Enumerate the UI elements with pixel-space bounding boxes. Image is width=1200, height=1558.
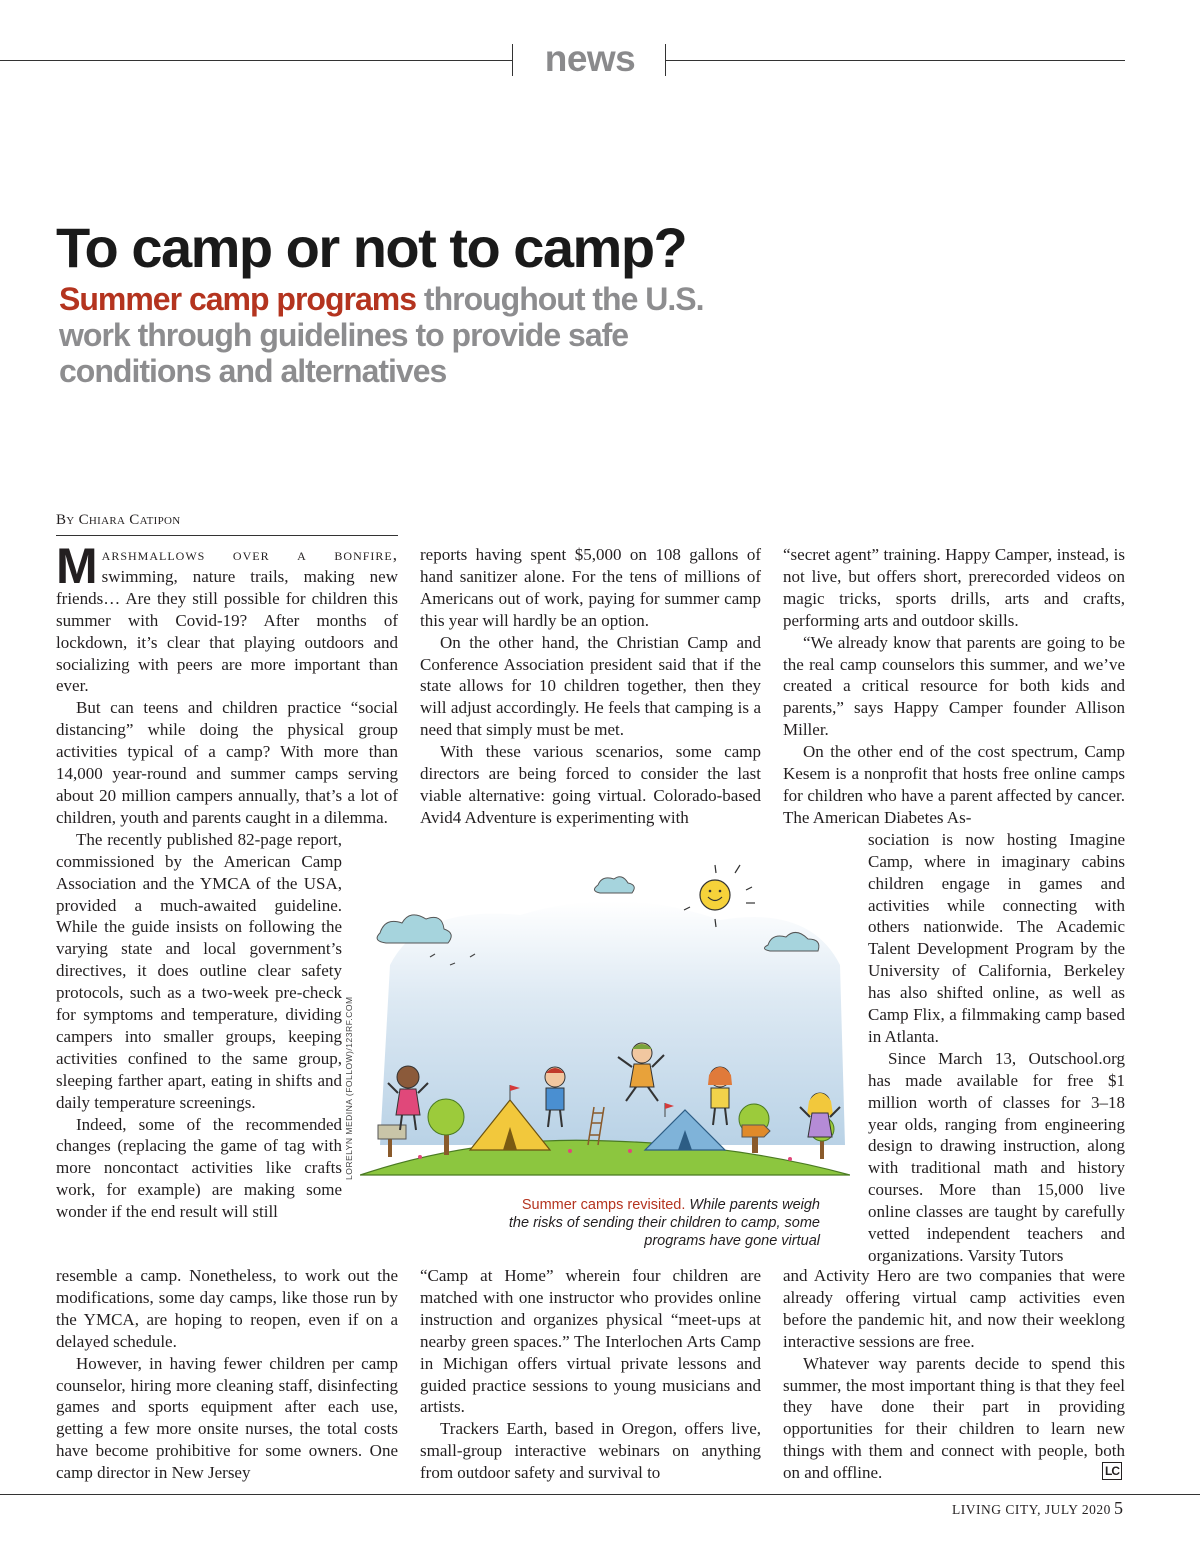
header-rule-right <box>665 60 1125 61</box>
column-3-lower <box>783 1265 1125 1484</box>
column-2-lower <box>420 1265 761 1484</box>
figure-caption <box>505 1196 820 1250</box>
byline-rule <box>56 535 398 536</box>
col2-paragraph-3: With these various scenarios, some camp directors are being forced to consider the last viable alternative: going virtual. Colorado-based Avid4 Adventure is experimenting with <box>420 742 761 827</box>
col3-paragraph-2: “We already know that parents are going to be the real camp counselors this summer, and we’ve created a critical resource for both kids and parents,” says Happy Camper founder Allison Miller. <box>783 632 1125 740</box>
col1-paragraph-5: However, in having fewer children per camp counselor, hiring more cleaning staff, disinfecting games and sports equipment after each use, getting a few more onsite nurses, the total costs have become prohibitive for some owners. One camp director in New Jersey <box>56 1353 398 1483</box>
col1-p1-text: swimming, nature trails, making new friends… Are they still possible for children this summer with Covid-19? After months of lockdown, it’s clear that playing outdoors and socializing with peers are more important than ever. <box>56 566 398 696</box>
lead-in: arshmallows over a bonfire, <box>101 545 398 564</box>
byline: By Chiara Catipon <box>56 512 181 528</box>
camp-illustration <box>360 845 850 1190</box>
column-1-lower <box>56 1265 398 1484</box>
col2-paragraph-4: “Camp at Home” wherein four children are matched with one instructor who provides online instruction and organizes physical “meet-ups at nearby green spaces.” The Interlochen Arts Camp in Michigan offers virtual private lessons and guided practice sessions to young musicians and artists. <box>420 1266 761 1417</box>
col1-narrow-block <box>56 829 342 1223</box>
deck-rest: throughout the U.S. work through guidelines to provide safe conditions and alternatives <box>59 281 704 389</box>
drop-cap: M <box>56 538 98 594</box>
end-mark-logo: LC <box>1102 1462 1122 1480</box>
caption-lead: Summer camps revisited. <box>521 1197 686 1213</box>
grass-hill <box>360 1140 850 1175</box>
page-number: 5 <box>1114 1498 1123 1518</box>
col2-paragraph-2: On the other hand, the Christian Camp and Conference Association president said that if the state allows for 10 children together, then they will adjust accordingly. He feels that camping is a need that simply must be met. <box>420 632 761 740</box>
header-tick-left <box>512 44 513 76</box>
col2-paragraph-5: Trackers Earth, based in Oregon, offers live, small-group interactive webinars on anything from outdoor safety and survival to <box>420 1419 761 1483</box>
col1-paragraph-3: The recently published 82-page report, commissioned by the American Camp Association and the YMCA of the USA, provided a much-awaited guideline. While the guide insists on following the varying state and local government’s directives, it does outline clear safety protocols, such as a two-week pre-check for symptoms and temperature, dividing campers into smaller groups, keeping activities confined to the same group, sleeping farther apart, eating in shifts and daily temperature screenings. <box>56 829 342 1112</box>
footer-rule <box>0 1494 1200 1495</box>
col3-narrow-block <box>868 829 1125 1267</box>
column-2-upper <box>420 544 761 829</box>
col3-paragraph-5: Whatever way parents decide to spend this summer, the most important thing is that they feel they have done their part in providing opportunities for their children to learn new things with them and connect with people, both on and offline. <box>783 1353 1125 1483</box>
col3-paragraph-3-cont: sociation is now hosting Imagine Camp, where in imaginary cabins children engage in games and activities while connecting with others nationwide. The Academic Talent Development Program by the University of California, Berkeley has also shifted online, as well as Camp Flix, a filmmaking camp based in Atlanta. <box>868 829 1125 1046</box>
col1-paragraph-1 <box>56 538 398 697</box>
col3-paragraph-4: Since March 13, Outschool.org has made available for free $1 million worth of classes for 3–18 year olds, ranging from engineering design to drawing instruction, along with traditional math and history courses. More than 15,000 live online classes are taught by carefully vetted independent teachers and organizations. Varsity Tutors <box>868 1048 1125 1265</box>
col1-paragraph-2: But can teens and children practice “social distancing” while doing the physical group activities typical of a camp? With more than 14,000 year-round and summer camps serving about 20 million campers annually, that’s a lot of children, youth and parents caught in a dilemma. <box>56 698 398 827</box>
photo-credit: LORELYN MEDINA (FOLLOW)/123RF.COM <box>344 996 354 1180</box>
col1-paragraph-4: Indeed, some of the recommended changes (replacing the game of tag with more noncontact activities like crafts work, for example) are making some wonder if the end result will still <box>56 1114 342 1222</box>
article-deck <box>59 281 759 389</box>
col1-paragraph-4-cont: resemble a camp. Nonetheless, to work out the modifications, some day camps, like those run by the YMCA, are hoping to reopen, even if on a delayed schedule. <box>56 1266 398 1351</box>
caption-text: While parents weigh the risks of sending their children to camp, some programs have gone virtual <box>508 1197 820 1249</box>
article-title: To camp or not to camp? <box>56 216 687 279</box>
deck-highlight: Summer camp programs <box>59 281 417 317</box>
col3-paragraph-3: On the other end of the cost spectrum, Camp Kesem is a nonprofit that hosts free online camps for children who have a parent affected by cancer. The American Diabetes As- <box>783 742 1125 827</box>
col2-paragraph-1: reports having spent $5,000 on 108 gallons of hand sanitizer alone. For the tens of millions of Americans out of work, paying for summer camp this year will hardly be an option. <box>420 545 761 630</box>
col3-paragraph-4-cont: and Activity Hero are two companies that were already offering virtual camp activities even before the pandemic hit, and now their weeklong interactive sessions are free. <box>783 1266 1125 1351</box>
section-label: news <box>544 38 636 79</box>
footer-folio: LIVING CITY, JULY 2020 <box>952 1502 1111 1517</box>
col3-paragraph-1: “secret agent” training. Happy Camper, instead, is not live, but offers short, prerecorded videos on magic tricks, sports drills, arts and crafts, performing arts and outdoor skills. <box>783 545 1125 630</box>
header-rule-left <box>0 60 512 61</box>
